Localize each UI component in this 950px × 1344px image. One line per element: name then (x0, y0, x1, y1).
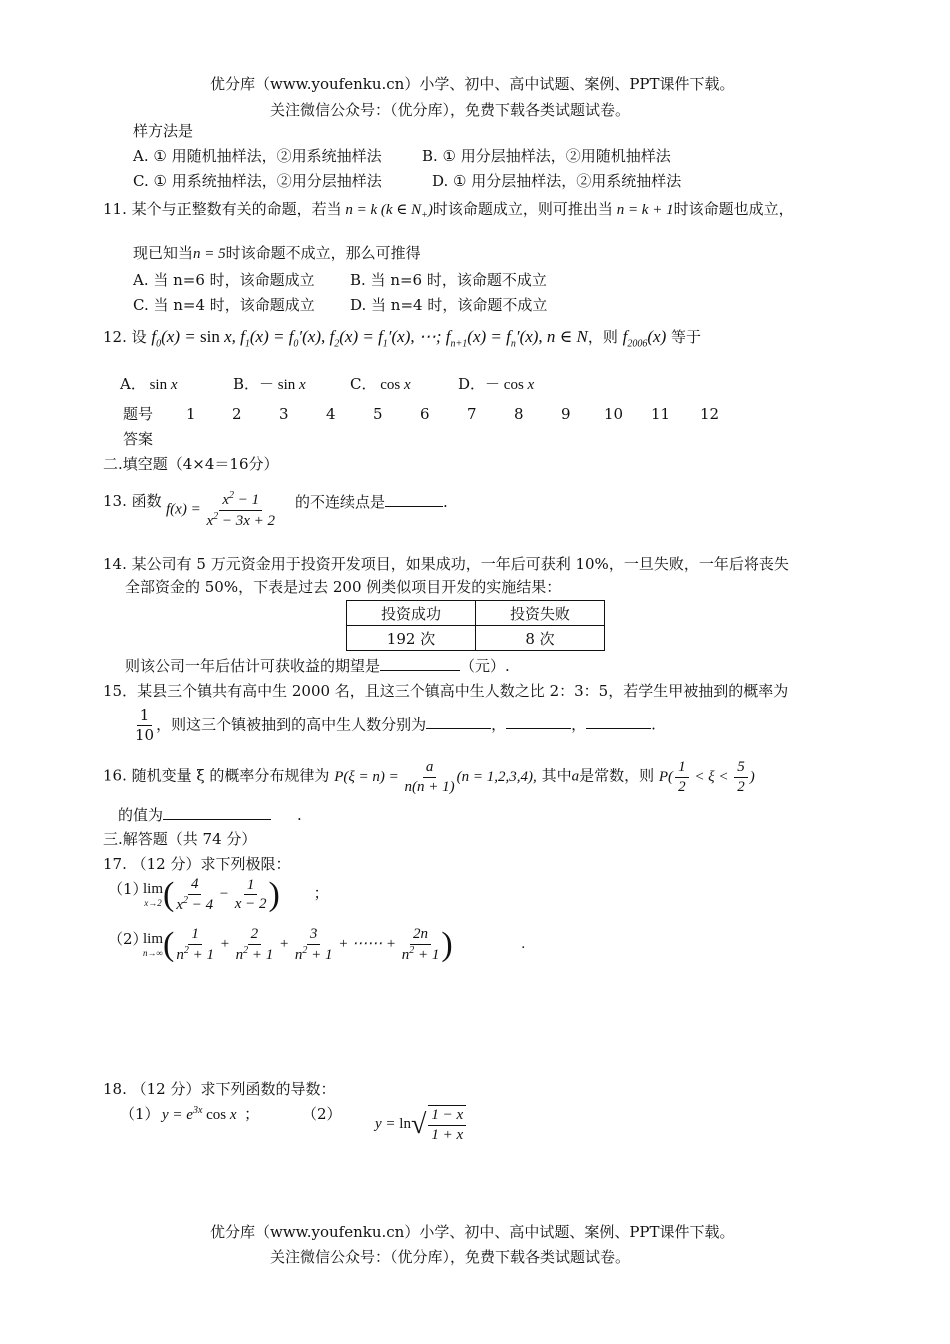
q18-part-2-formula: y = ln√ $\frac{1 - x}{1 + x}$ (375, 1105, 468, 1145)
q16-text-c: 是常数，则 (579, 766, 655, 785)
answer-grid-number-10: 10 (604, 405, 624, 423)
q10-option-c: C. ① 用系统抽样法，②用分层抽样法 (133, 172, 382, 190)
q13-answer-blank[interactable] (385, 492, 443, 507)
q16-formula-1: P(ξ = n) = $\frac{a}{n(n + 1)}$ (n = 1,2,3,4), (334, 759, 537, 795)
q11-text-a: 11. 某个与正整数有关的命题，若当 (103, 200, 342, 218)
q12-formula-1: $f_0(x) = \sin x$, $f_1(x) = f_0'(x)$, $f_2(x) = f_1'(x)$, ⋯; $f_{n+1}(x) = f_n'(x)$, n ∈ N (151, 327, 588, 350)
q15-sep-1: ， (491, 715, 507, 734)
q16-frac-five-half: $\frac{5}{2}$ (734, 758, 748, 797)
q18-part-2-label: （2） (302, 1105, 342, 1123)
section-3-title: 三.解答题（共 74 分） (103, 830, 257, 848)
answer-grid-number-8: 8 (514, 405, 524, 423)
q12-line (103, 327, 701, 350)
q12-option-c-label: C． (350, 375, 377, 393)
q16-text-a: 16. 随机变量 ξ 的概率分布规律为 (103, 766, 330, 785)
q11-text-e: 时该命题不成立，那么可推得 (225, 244, 421, 262)
q11-option-a: A. 当 n=6 时，该命题成立 (133, 271, 315, 289)
q15-fraction: $\frac{1}{10}$ (135, 706, 155, 744)
q17-part-2-formula: lim n→∞ ( $\frac{1}{n^2 + 1}$ + $\frac{2}{n^2 + 1}$ + $\frac{3}{n^2 + 1}$ + ⋯⋯ + $\frac{2n}{n^2 + 1}$ ) . (143, 925, 526, 963)
q16-line-2: 的值为 . (118, 806, 302, 824)
q18-frac: $\frac{1 - x}{1 + x}$ (428, 1105, 466, 1145)
q12-formula-2: $f_{2006}(x)$ (622, 327, 667, 350)
q14-table-value-success: 192 次 (347, 626, 476, 651)
q15-line-2: $\frac{1}{10}$ ，则这三个镇被抽到的高中生人数分别为 ， ， . (135, 706, 656, 744)
q14-text-3b: （元）. (460, 657, 510, 675)
q17-frac-1a: $\frac{4}{x^2 - 4}$ (176, 876, 214, 913)
q12-option-c-formula: cos x (376, 377, 411, 393)
q14-line-2: 全部资金的 50%，下表是过去 200 例类似项目开发的实施结果： (125, 578, 562, 596)
q17-frac-2a: $\frac{1}{n^2 + 1}$ (176, 926, 214, 963)
q11-formula-3: n = 5 (193, 246, 226, 262)
q18-part-1-label: （1） (120, 1105, 160, 1123)
q13-fraction: $\frac{x^2 - 1}{x^2 - 3x + 2}$ (206, 490, 276, 529)
q12-option-b-formula: sin x (274, 377, 306, 393)
q14-table-header-failure: 投资失败 (476, 601, 605, 626)
q12-text-a: 12. 设 (103, 328, 147, 346)
q14-text-3a: 则该公司一年后估计可获收益的期望是 (125, 657, 381, 675)
q17-lim-2: lim n→∞ (143, 931, 164, 959)
answer-grid-number-7: 7 (467, 405, 477, 423)
q14-table-header-success: 投资成功 (347, 601, 476, 626)
q11-text-b: 时该命题成立，则可推出当 (432, 200, 613, 218)
answer-grid-number-3: 3 (279, 405, 289, 423)
footer-line-1: 优分库（www.youfenku.cn）小学、初中、高中试题、案例、PPT课件下载。 (210, 1223, 735, 1241)
header-line-2: 关注微信公众号：（优分库），免费下载各类试题试卷。 (270, 101, 631, 119)
answer-grid-number-12: 12 (700, 405, 720, 423)
q17-lim-1: lim x→2 (143, 881, 164, 909)
q15-sep-2: ， (571, 715, 587, 734)
q16-fraction: $\frac{a}{n(n + 1)}$ (404, 759, 455, 795)
q11-formula-1: n = k (341, 202, 378, 218)
answer-grid-number-5: 5 (373, 405, 383, 423)
q13-text-b: 的不连续点是 (295, 493, 386, 511)
q12-option-c (350, 375, 411, 394)
q14-table-value-failure: 8 次 (476, 626, 605, 651)
q16-text-d: 的值为 (118, 806, 164, 824)
q17-frac-2c: $\frac{3}{n^2 + 1}$ (294, 926, 333, 963)
q11-formula-1b: (k ∈ $N_+$) (377, 202, 433, 221)
section-2-title: 二.填空题（4×4＝16分） (103, 455, 279, 473)
answer-grid-answer-label: 答案 (123, 430, 154, 448)
answer-grid-number-9: 9 (561, 405, 571, 423)
q12-option-b-label: B．－ (233, 375, 275, 393)
q17-part-1-formula: lim x→2 ( $\frac{4}{x^2 - 4}$ − $\frac{1}{x - 2}$ ) ； (143, 875, 329, 913)
q17-frac-2d: $\frac{2n}{n^2 + 1}$ (401, 926, 440, 963)
answer-grid-number-11: 11 (651, 405, 671, 423)
q15-line-1: 15．某县三个镇共有高中生 2000 名，且这三个镇高中生人数之比 2：3：5，若学生甲被抽到的概率为 (103, 682, 789, 700)
q12-option-d-label: D．－ (458, 375, 501, 393)
q12-option-b (233, 375, 306, 394)
q11-option-b: B. 当 n=6 时，该命题不成立 (350, 271, 547, 289)
q18-title: 18. （12 分）求下列函数的导数： (103, 1080, 336, 1098)
q13-text-a: 13. 函数 (103, 492, 162, 510)
answer-grid-number-1: 1 (186, 405, 196, 423)
q16-line (103, 758, 755, 797)
q16-formula-3: P( $\frac{1}{2}$ < ξ < $\frac{5}{2}$ ) (658, 759, 755, 795)
q10-option-a: A. ① 用随机抽样法，②用系统抽样法 (133, 147, 382, 165)
q17-frac-1b: $\frac{1}{x - 2}$ (234, 876, 267, 913)
q10-option-d: D. ① 用分层抽样法，②用系统抽样法 (432, 172, 682, 190)
q12-option-d (458, 375, 534, 394)
q17-part-2-label: （2） (108, 930, 148, 948)
q12-text-b: ，则 (587, 328, 618, 346)
q15-answer-blank-3[interactable] (586, 714, 651, 729)
answer-grid-number-6: 6 (420, 405, 430, 423)
q11-line-2 (133, 244, 421, 263)
q15-text-2: ，则这三个镇被抽到的高中生人数分别为 (156, 715, 427, 734)
q10-option-b: B. ① 用分层抽样法，②用随机抽样法 (422, 147, 671, 165)
q12-option-a-formula: sin x (145, 377, 178, 393)
footer-line-2: 关注微信公众号：（优分库），免费下载各类试题试卷。 (270, 1248, 631, 1266)
q11-option-d: D. 当 n=4 时，该命题不成立 (350, 296, 548, 314)
q10-continuation: 样方法是 (133, 122, 194, 140)
q11-line-1 (103, 200, 794, 222)
q15-answer-blank-2[interactable] (506, 714, 571, 729)
q11-formula-2: n = k + 1 (612, 202, 674, 218)
q17-part-1-label: （1） (108, 880, 148, 898)
q16-frac-half: $\frac{1}{2}$ (675, 758, 689, 797)
q12-option-a (120, 375, 178, 394)
q14-answer-blank[interactable] (380, 656, 460, 671)
q12-text-c: 等于 (671, 328, 702, 346)
q16-answer-blank[interactable] (163, 805, 271, 820)
q11-option-c: C. 当 n=4 时，该命题成立 (133, 296, 315, 314)
q14-line-3 (125, 656, 510, 675)
q12-option-a-label: A． (120, 375, 146, 393)
answer-grid-number-2: 2 (232, 405, 242, 423)
q18-part-1-formula: $y = e^{3x}$ cos x ； (162, 1105, 260, 1123)
q14-line-1: 14. 某公司有 5 万元资金用于投资开发项目，如果成功，一年后可获利 10%，一旦失败，一年后将丧失 (103, 555, 789, 573)
header-line-1: 优分库（www.youfenku.cn）小学、初中、高中试题、案例、PPT课件下载。 (210, 75, 735, 93)
q13-line: 的不连续点是 . (295, 493, 448, 511)
q17-title: 17. （12 分）求下列极限： (103, 855, 291, 873)
q15-answer-blank-1[interactable] (426, 714, 491, 729)
q16-text-b: 其中 (541, 766, 572, 785)
q13-formula: f(x) = $\frac{x^2 - 1}{x^2 - 3x + 2}$ (166, 490, 276, 529)
q11-text-d: 现已知当 (133, 244, 194, 262)
q16-formula-2: a (571, 768, 580, 785)
q12-option-d-formula: cos x (500, 377, 535, 393)
answer-grid-number-4: 4 (326, 405, 336, 423)
q17-frac-2b: $\frac{2}{n^2 + 1}$ (235, 926, 274, 963)
q14-result-table (346, 600, 605, 651)
answer-grid-number-label: 题号 (123, 405, 154, 423)
q11-text-c: 时该命题也成立， (673, 200, 794, 218)
